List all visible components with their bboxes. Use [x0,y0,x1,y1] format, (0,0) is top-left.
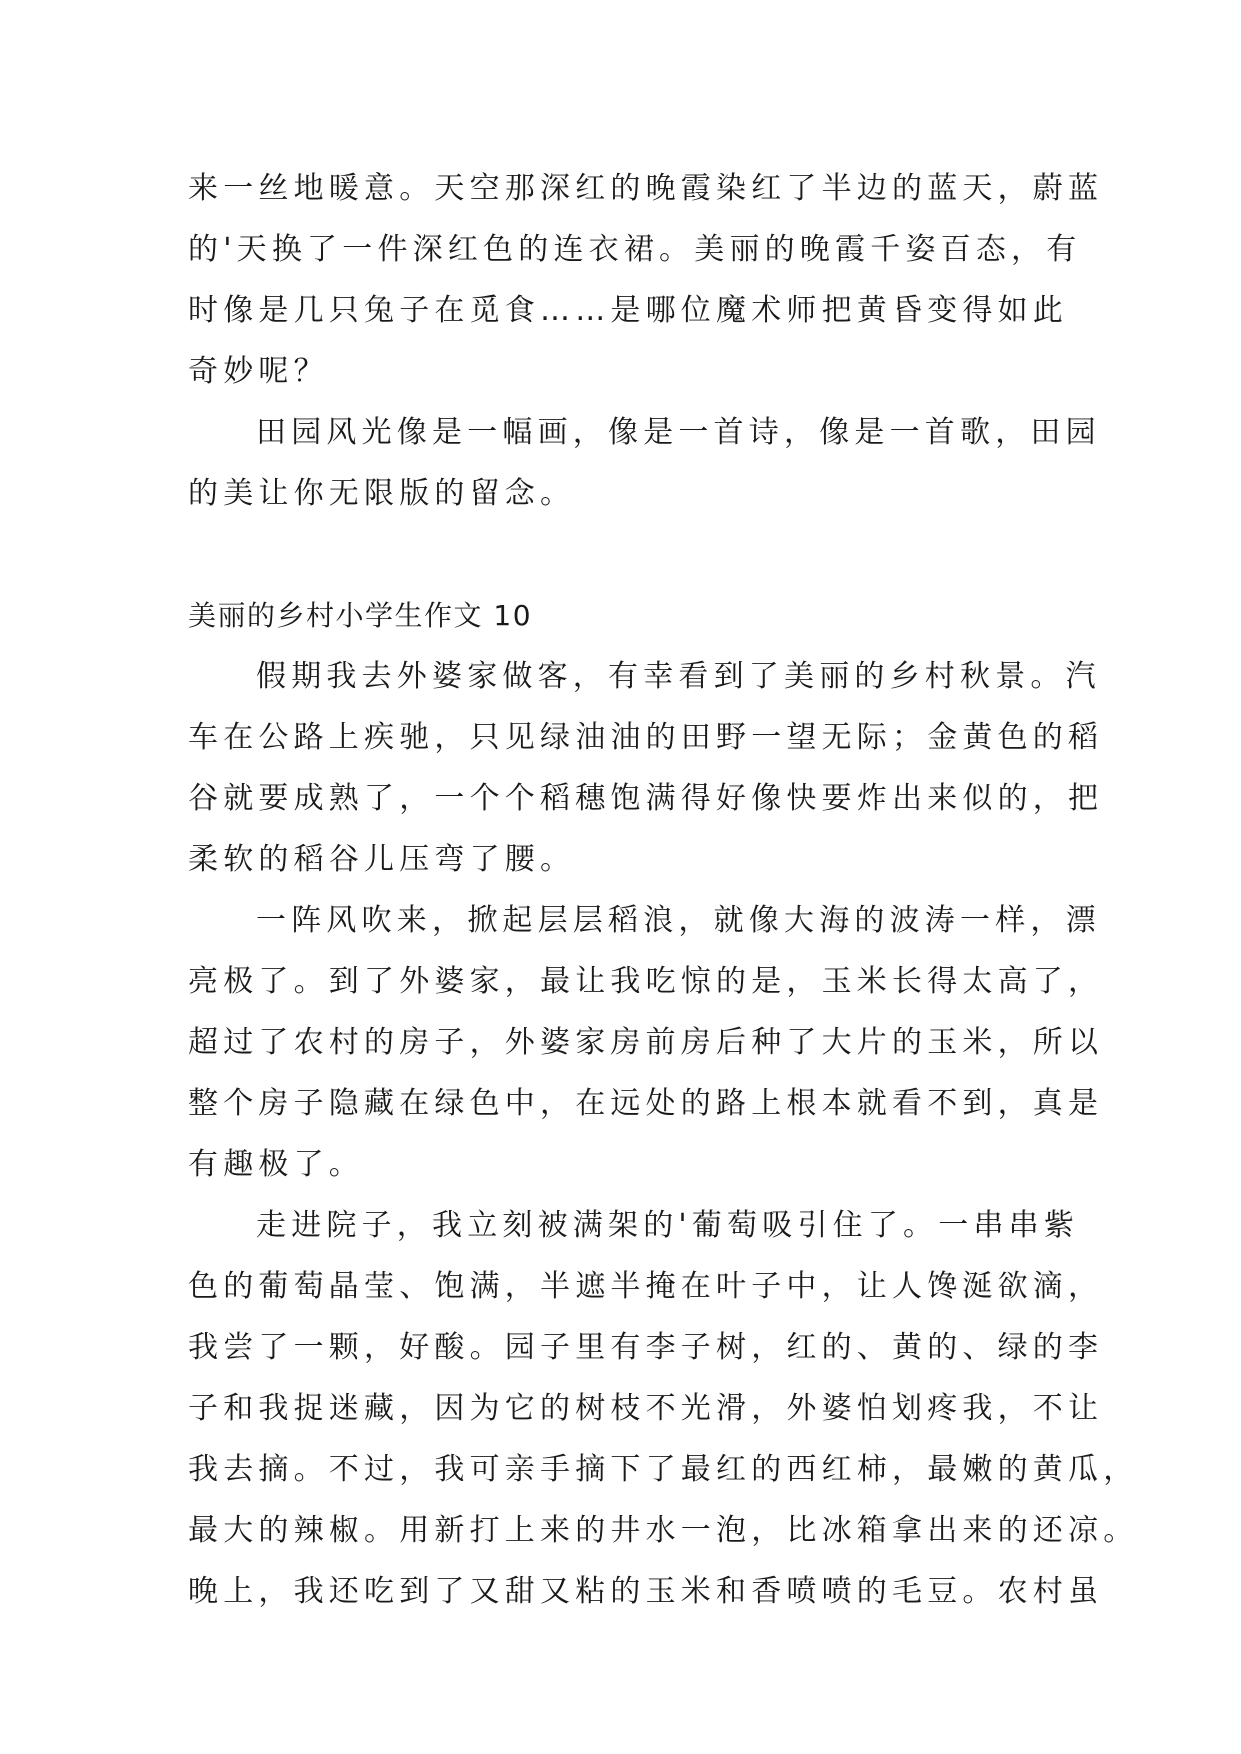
text-line: 一阵风吹来，掀起层层稻浪，就像大海的波涛一样，漂 [256,903,1101,938]
paragraph-conclusion [188,402,1101,524]
document-page [188,158,1139,1622]
text-line: 有趣极了。 [188,1147,364,1182]
text-line: 最大的辣椒。用新打上来的井水一泡，比冰箱拿出来的还凉。 [188,1513,1139,1548]
paragraph-wind [188,890,1104,1195]
text-line: 的'天换了一件深红色的连衣裙。美丽的晚霞千姿百态，有 [188,232,1082,267]
text-line: 超过了农村的房子，外婆家房前房后种了大片的玉米，所以 [188,1025,1104,1060]
text-line: 谷就要成熟了，一个个稻穗饱满得好像快要炸出来似的，把 [188,781,1104,816]
text-line: 子和我捉迷藏，因为它的树枝不光滑，外婆怕划疼我，不让 [188,1391,1104,1426]
text-line: 我尝了一颗，好酸。园子里有李子树，红的、黄的、绿的李 [188,1330,1104,1365]
text-line: 时像是几只兔子在觅食……是哪位魔术师把黄昏变得如此 [188,293,1068,328]
text-line: 色的葡萄晶莹、饱满，半遮半掩在叶子中，让人馋涎欲滴， [188,1269,1104,1304]
essay-heading: 美丽的乡村小学生作文 10 [188,599,533,632]
text-line: 整个房子隐藏在绿色中，在远处的路上根本就看不到，真是 [188,1086,1104,1121]
text-line: 走进院子，我立刻被满架的'葡萄吸引住了。一串串紫 [256,1208,1080,1243]
blank-line [188,524,1064,585]
text-line: 柔软的稻谷儿压弯了腰。 [188,842,576,877]
paragraph-intro [188,646,1104,890]
text-line: 晚上，我还吃到了又甜又粘的玉米和香喷喷的毛豆。农村虽 [188,1574,1104,1609]
paragraph-continued [188,158,1104,402]
text-line: 来一丝地暖意。天空那深红的晚霞染红了半边的蓝天，蔚蓝 [188,171,1104,206]
text-line: 奇妙呢？ [188,354,329,389]
paragraph-courtyard [188,1195,1139,1622]
text-line: 车在公路上疾驰，只见绿油油的田野一望无际；金黄色的稻 [188,720,1104,755]
text-line: 田园风光像是一幅画，像是一首诗，像是一首歌，田园 [256,415,1101,450]
text-line: 亮极了。到了外婆家，最让我吃惊的是，玉米长得太高了， [188,964,1104,999]
text-line: 我去摘。不过，我可亲手摘下了最红的西红柿，最嫩的黄瓜， [188,1452,1139,1487]
text-line: 的美让你无限版的留念。 [188,476,576,511]
text-line: 假期我去外婆家做客，有幸看到了美丽的乡村秋景。汽 [256,659,1101,694]
